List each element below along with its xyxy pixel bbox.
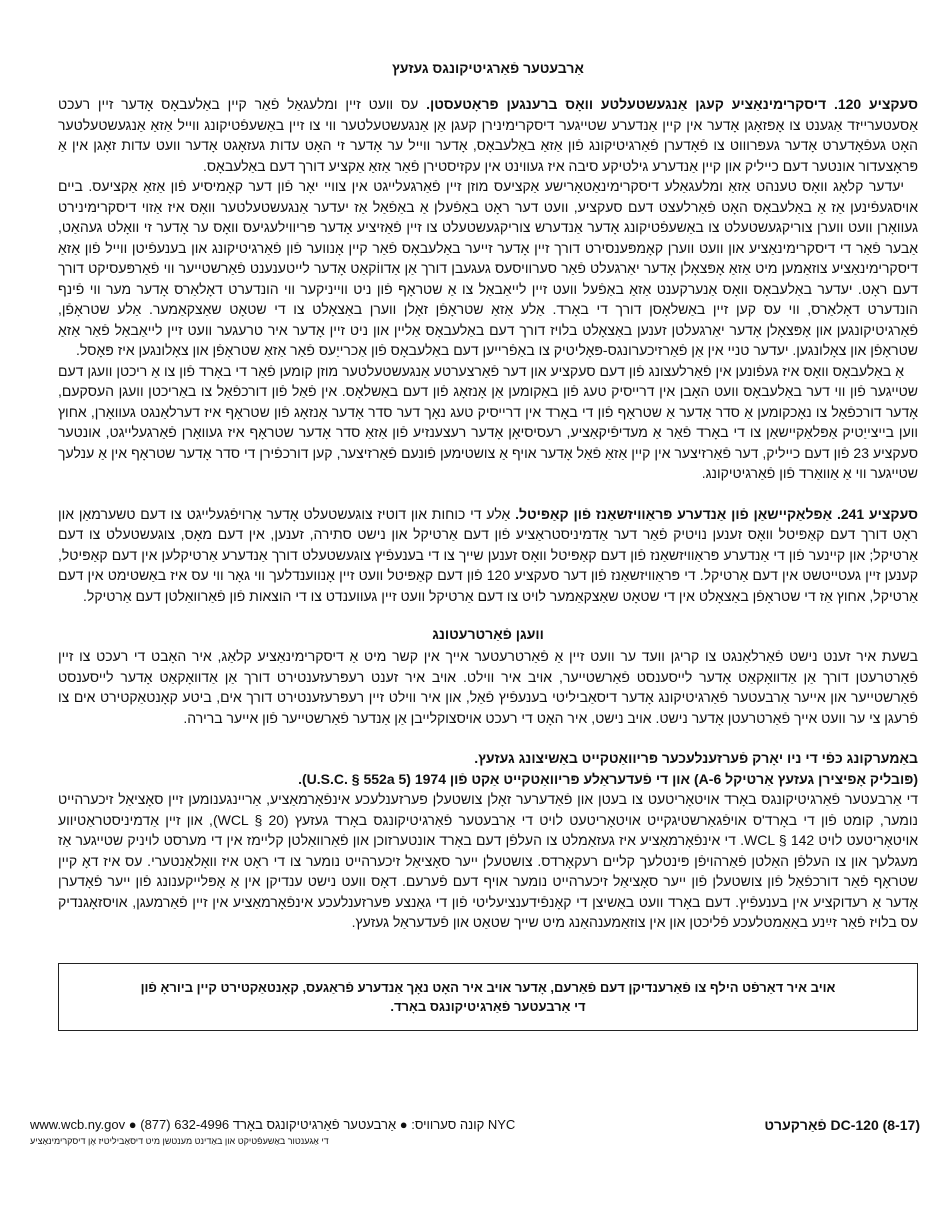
footer-service-label: קונה סערוויס: (411, 1117, 485, 1132)
section-120-paragraph-3: אַ באַלעבאָס וואָס איז געפֿונען אין פֿאַרלעצונג פֿון דעם סעקציע און דער פֿאַרצערטע אַנגעשטעלטער מוזן קומען פֿאַר די באָרד פֿון צו אַ ריכטן וועגן דעם שטייגער פֿון ווי דער באַלעבאָס וועט האָבן אין דרייסיק טעג פֿון באַקומען אַן אָנזאָג פֿון דעם באַשלאָס. אין פֿאַל פֿון דורכפֿאַל צו באַריכטן וועגן העסקעם, אָדער דורכפֿאַל צו נאָכקומען אַ סדר אָדער אַ שטראָף פֿון די באָרד אין דרייסיק טעג נאָך דער סדר אָדער אָנזאָג פֿון שטראָף איז דערלאַנגט געוואָרן, אחוץ ווען בייצייַטיק אַפּלאַקיישאַן צו די באָרד פֿאַר אַ מעדיפֿיקאַציע, רעסיסיאָן אָדער רעצענזיע פֿון אַזאַ סדר אָדער שטראָף איז געוואָרן פֿאַרגעלייגט, אונטער סעקציע 23 פֿון דעם כייליק, דער פֿאַרזיצער אין קיין אַזאַ פֿאַל אָדער אויף אַ צושטימען פֿונעם פֿאַרזיצער, קען דורכפֿירן די סדר אָדער שטראָף אין אַ ענלעך שטייגער ווי אַ אַוואַרד פֿון פֿאַרגיטיקונג. (58, 362, 919, 481)
section-120-intro (58, 94, 918, 176)
section-120-paragraph-2: יעדער קלאָג וואָס טענהט אַזאַ ומלעגאַלע דיסקרימינאַטאָרישע אַקציעס מוזן זיין פֿאַרגעלייגט אין צוויי יאָר פֿון דער קאָמיסיע פֿון אַזאַ אַקציעס. ביים אויסגעפֿינען אַז אַ באַלעבאָס האָט פֿאַרלעצט דעם סעקציע, וועט דער ראָט באַפֿעלן אַ באַפֿאַל אַז יעדער אַנגעשטעלטער וואָס איז אַזוי דיסקרימינירט געוואָרן וועט ווערן צוריקגעשטעלט צו באַשעפֿטיקונג אָדער אַנדערש צוריקגעשטעלט צו זיין פֿאַזיציע אָדער פּריווילעגיעס וואָס ער אָדער זי וואָלט געהאַט, אַבער פֿאַר די דיסקרימינאַציע און וועט ווערן קאָמפּענסירט דורך זיין אָדער זייער באַלעבאָס פֿאַר קיין אָנווער פֿון פֿאַרגיטיקונג און בענעפֿיטן ווייל פֿון אַזאַ דיסקרימינאַציע צוזאַמען מיט אַזאַ אָפּצאָלן אָדער יאַרגעלט פֿאַר סערוויסעס געגעבן דורך אַן אַדווֹקאַט אָדער לייטענענט פֿאַרשטייער ווי פֿאַרפּעסיקט דורך דעם ראָט. יעדער באַלעבאָס וואָס אַנערקענט אַזאַ באַפֿעל וועט זיין לייאַבאַל צו אַ שטראָף פֿון ניט ווייניקער ווי הונדערט דאָלאַרס אָדער מער ווי פֿינף הונדערט דאָלאַרס, ווי עס קען זיין באַשלאָסן דורך די באָרד. אַלע אַזאַ שטראָפֿן זאָלן ווערן באַצאָלט צו די שטאָט שאַצקאַמער. אַלע שטראָפֿן, פֿאַרגיטיקונגען און אָפּצאָלן אָדער יאַרגעלטן זענען באַצאָלט בלויז דורך דעם באַלעבאָס אַליין און ניט זיין אָדער איר טרעגער וועט זיין לייאַבאַל פֿאַר אַזאַ שטראָפֿן און צאָלונגען. יעדער טניי אין אַן פֿאַרזיכערונגס-פּאָליטיק צו באַפֿרייען דעם באַלעבאָס פֿון אַכרייַעס פֿאַר אַזאַ שטראָפֿן און צאָלונגען איז פּאָסל. (58, 178, 918, 358)
footer-website-link[interactable]: www.wcb.ny.gov (30, 1117, 126, 1132)
footer-phone: (877) 632-4996 (140, 1117, 230, 1132)
section-120-heading: סעקציע 120. דיסקרימינאַציע קעגן אַנגעשטעלטע וואָס ברענגען פּראָטעסטן. (426, 96, 918, 112)
footer-bullet-icon: ● (128, 1117, 137, 1132)
privacy-heading-line-1: באַמערקונג כּפֿי די ניו יאָרק פֿערזענלעכער פּריוואַטקייט באַשיצונג געזעץ. (474, 750, 918, 766)
page-title: אַרבעטער פֿאַרגיטיקונגס געזעץ (392, 60, 584, 76)
help-notice-line-2: די אַרבעטער פֿאַרגיטיקונגס באָרד. (390, 998, 586, 1014)
representation-paragraph: בשעת איר זענט נישט פֿאַרלאַנגט צו קריגן וועד ער וועט זיין אַ פֿאַרטרעטער אייך אין קשר מיט אַ דיסקרימינאַציע קלאַג, איר האָבט די רעכט צו זיין פֿאַרטרעטן דורך אַן אַדוואָקאַט אָדער לייסענסט פֿאַרשטייער, אויב איר ווילט. אויב איר זענט רעפּרעזענטירט דורך אַן אַדוואָקאַט אָדער לייסענסט פֿאַרשטייער און אייער אַרבעטער פֿאַרגיטיקונג אָדער דיסאַביליטי בענעפֿיץ פֿאַל, און איר ווילט זיין רעפּרעזענטירט דורך אים, ביטע קאָנטאַקטירט אים צו פֿרעגן צי ער וועט אייך פֿאַרטרעטן אָדער נישט. אויב נישט, איר האָט די רעכט אויסצוקלייבן אַן אַנדער פֿאַרשטייער פֿון אייער ברירה. (58, 648, 918, 726)
form-number: פֿאַרקערט DC-120 (8-17) (764, 1117, 920, 1133)
section-241 (58, 504, 918, 607)
footer-contact (30, 1117, 515, 1146)
representation-heading: וועגן פֿאַרטרעטונג (432, 626, 544, 642)
footer-bullet-icon: ● (399, 1117, 408, 1132)
section-241-paragraph: אַלע די כוחות און דוטיז צוגעשטעלט אָדער אַרויפֿגעלייגט צו דעם טשערמאַן און ראָט דורך דעם קאַפּיטל וואָס זענען נויטיק פֿאַר דער אַדמיניסטראַציע פֿון דעם אַרטיקל און נישט סתירה, זענען, אין דעם מאָס, צוגעשטעלט צו דעם אַרטיקל; און קיינער פֿון די אַנדערע פּראַוויזשאַנז פֿון דעם קאַפּיטל וואָס זענען שייך צו די בענעפֿיץ צוגעשטעלט דורך אַנדערע אַרטיקלען אין דעם קאַפּיטל, קענען זיין געטייטשט אין דעם אַרטיקל. די פּראַוויזשאַנז פֿון דער סעקציע 120 פֿון דעם קאַפּיטל וועט זיין אָנווענדלעך ווי גאָר ווי עס איז באַשטימט אין דעם אַרטיקל, אחוץ אַז די שטראָפֿן באַצאָלט אין די שטאָט שאַצקאַמער לויט צו דעם אַרטיקל וועט זיין געווענדט צו די הוצאות פֿון פֿאַרוואַלטן דעם אַרטיקל. (58, 505, 918, 604)
document-page (58, 60, 918, 1031)
privacy-paragraph: די אַרבעטער פֿאַרגיטיקונגס באָרד אויטאָריטעט צו בעטן און פֿאַדערער זאָלן צושטעלן פערזענלעכע אינפֿאָרמאַציע, אַריינגענומען זײן סאָציאַל זיכערהייט נומער, קומט פֿון די באָרד'ס אויפֿגאַרשטיגקייט אויטאָריטעט לויט די אַרבעטער פֿאַרגיטיקונגס באָרד געזעץ (WCL § 20), און זײן אַדמיניסטראַטיווע אויטאָריטעט לויט WCL § 142. די אינפֿאָרמאַציע איז געזאַמלט צו העלפֿן דעם באָרד אונטערזוכן און פֿאַרוואַלטן קליימז אין די מערסט לויניק שטייגער אַז מעגלעך און צו העלפֿן האַלטן פֿאַרהויפֿן פּינטלעך קליים רעקאָרדס. צושטעלן ייער סאָציאַל זיכערהייט נומער צו די ראָט איז וואָלאַנטערי. עס איז דאָ קיין שטראָף פֿאַר דורכפֿאַל פֿון צושטעלן פֿון ייער סאָציאַל זיכערהייט נומער אויף דעם פֿערעם. דאָס וועט נישט ענדיקן אין אַ אָפּלייקענונג פֿון ייער פֿאָדערן אָדער אַ רעדוקציע אין בענעפֿיץ. דעם באָרד וועט באַשיצן די קאָנפֿידענציעליטי פֿון די גאַנצע פּערזענלעכע אינפֿאָרמאַציע אין זײן פֿאַרמעגן, אויסזאָגנדיק עס בלויז פֿאַר זײַנע באַאַמטלעכע פֿליכטן און אין צוזאַמענהאַנג מיט שייך שטאַט און פֿעדעראַל געזעץ. (58, 791, 919, 930)
section-241-heading: סעקציע 241. אַפּלאַקיישאַן פֿון אַנדערע פּראַוויזשאַנז פֿון קאַפּיטל. (515, 505, 919, 522)
help-notice-box (58, 963, 918, 1031)
page-footer (30, 1117, 920, 1157)
footer-board-name: אַרבעטער פֿאַרגיטיקונגס באָרד NYC (232, 1117, 516, 1132)
footer-nondiscrimination: די אַגענטור באַשעפֿטיקט און באַדינט מענטשן מיט דיסאַביליטיז אָן דיסקרימינאַציע (30, 1136, 329, 1146)
section-120-paragraph-1: עס וועט זיין ומלעגאַל פֿאַר קיין באַלעבאָס אָדער זיין רעכט אַסעטערייזד אַגענט צו אָפּזאָגן אָדער אין קיין אַנדערע שטייגער דיסקרימינירן קעגן אַן אַנגעשטעלטער ווי צו זיין באַשעפֿטיקונג ווייל אַזאַ אַנגעשטעלטער האָט געפֿאָדערט אָדער געפּרוווט צו פֿאָדערן פֿאַרגיטיקונג פֿון אַזאַ באַלעבאָס, אָדער ווייל ער אָדער זי האָט עדות געזאָגט אָדער וועט עדות זאָגן אין אַ פּראָצעדור אונטער דעם כייליק און קיין אַנדערע גילטיקע סיבה איז געווינט אין עקזיסטירן פֿאַר אַזאַ אַקציע דורך דעם באַלעבאָס. (58, 96, 918, 174)
help-notice-line-1: אויב איר דאַרפֿט הילף צו פֿאַרענדיקן דעם פֿאַרעם, אָדער אויב איר האָט נאָך אַנדערע פֿראַגעס, קאָנטאַקטירט קיין ביוראָ פֿון (140, 979, 836, 995)
privacy-heading-line-2: (פּובליק אָפיצירן געזעץ אַרטיקל 6-A) און די פֿעדעראַלע פּריוואַטקייט אַקט פֿון 1974 (5 U.S.C. § 552a). (298, 770, 918, 787)
